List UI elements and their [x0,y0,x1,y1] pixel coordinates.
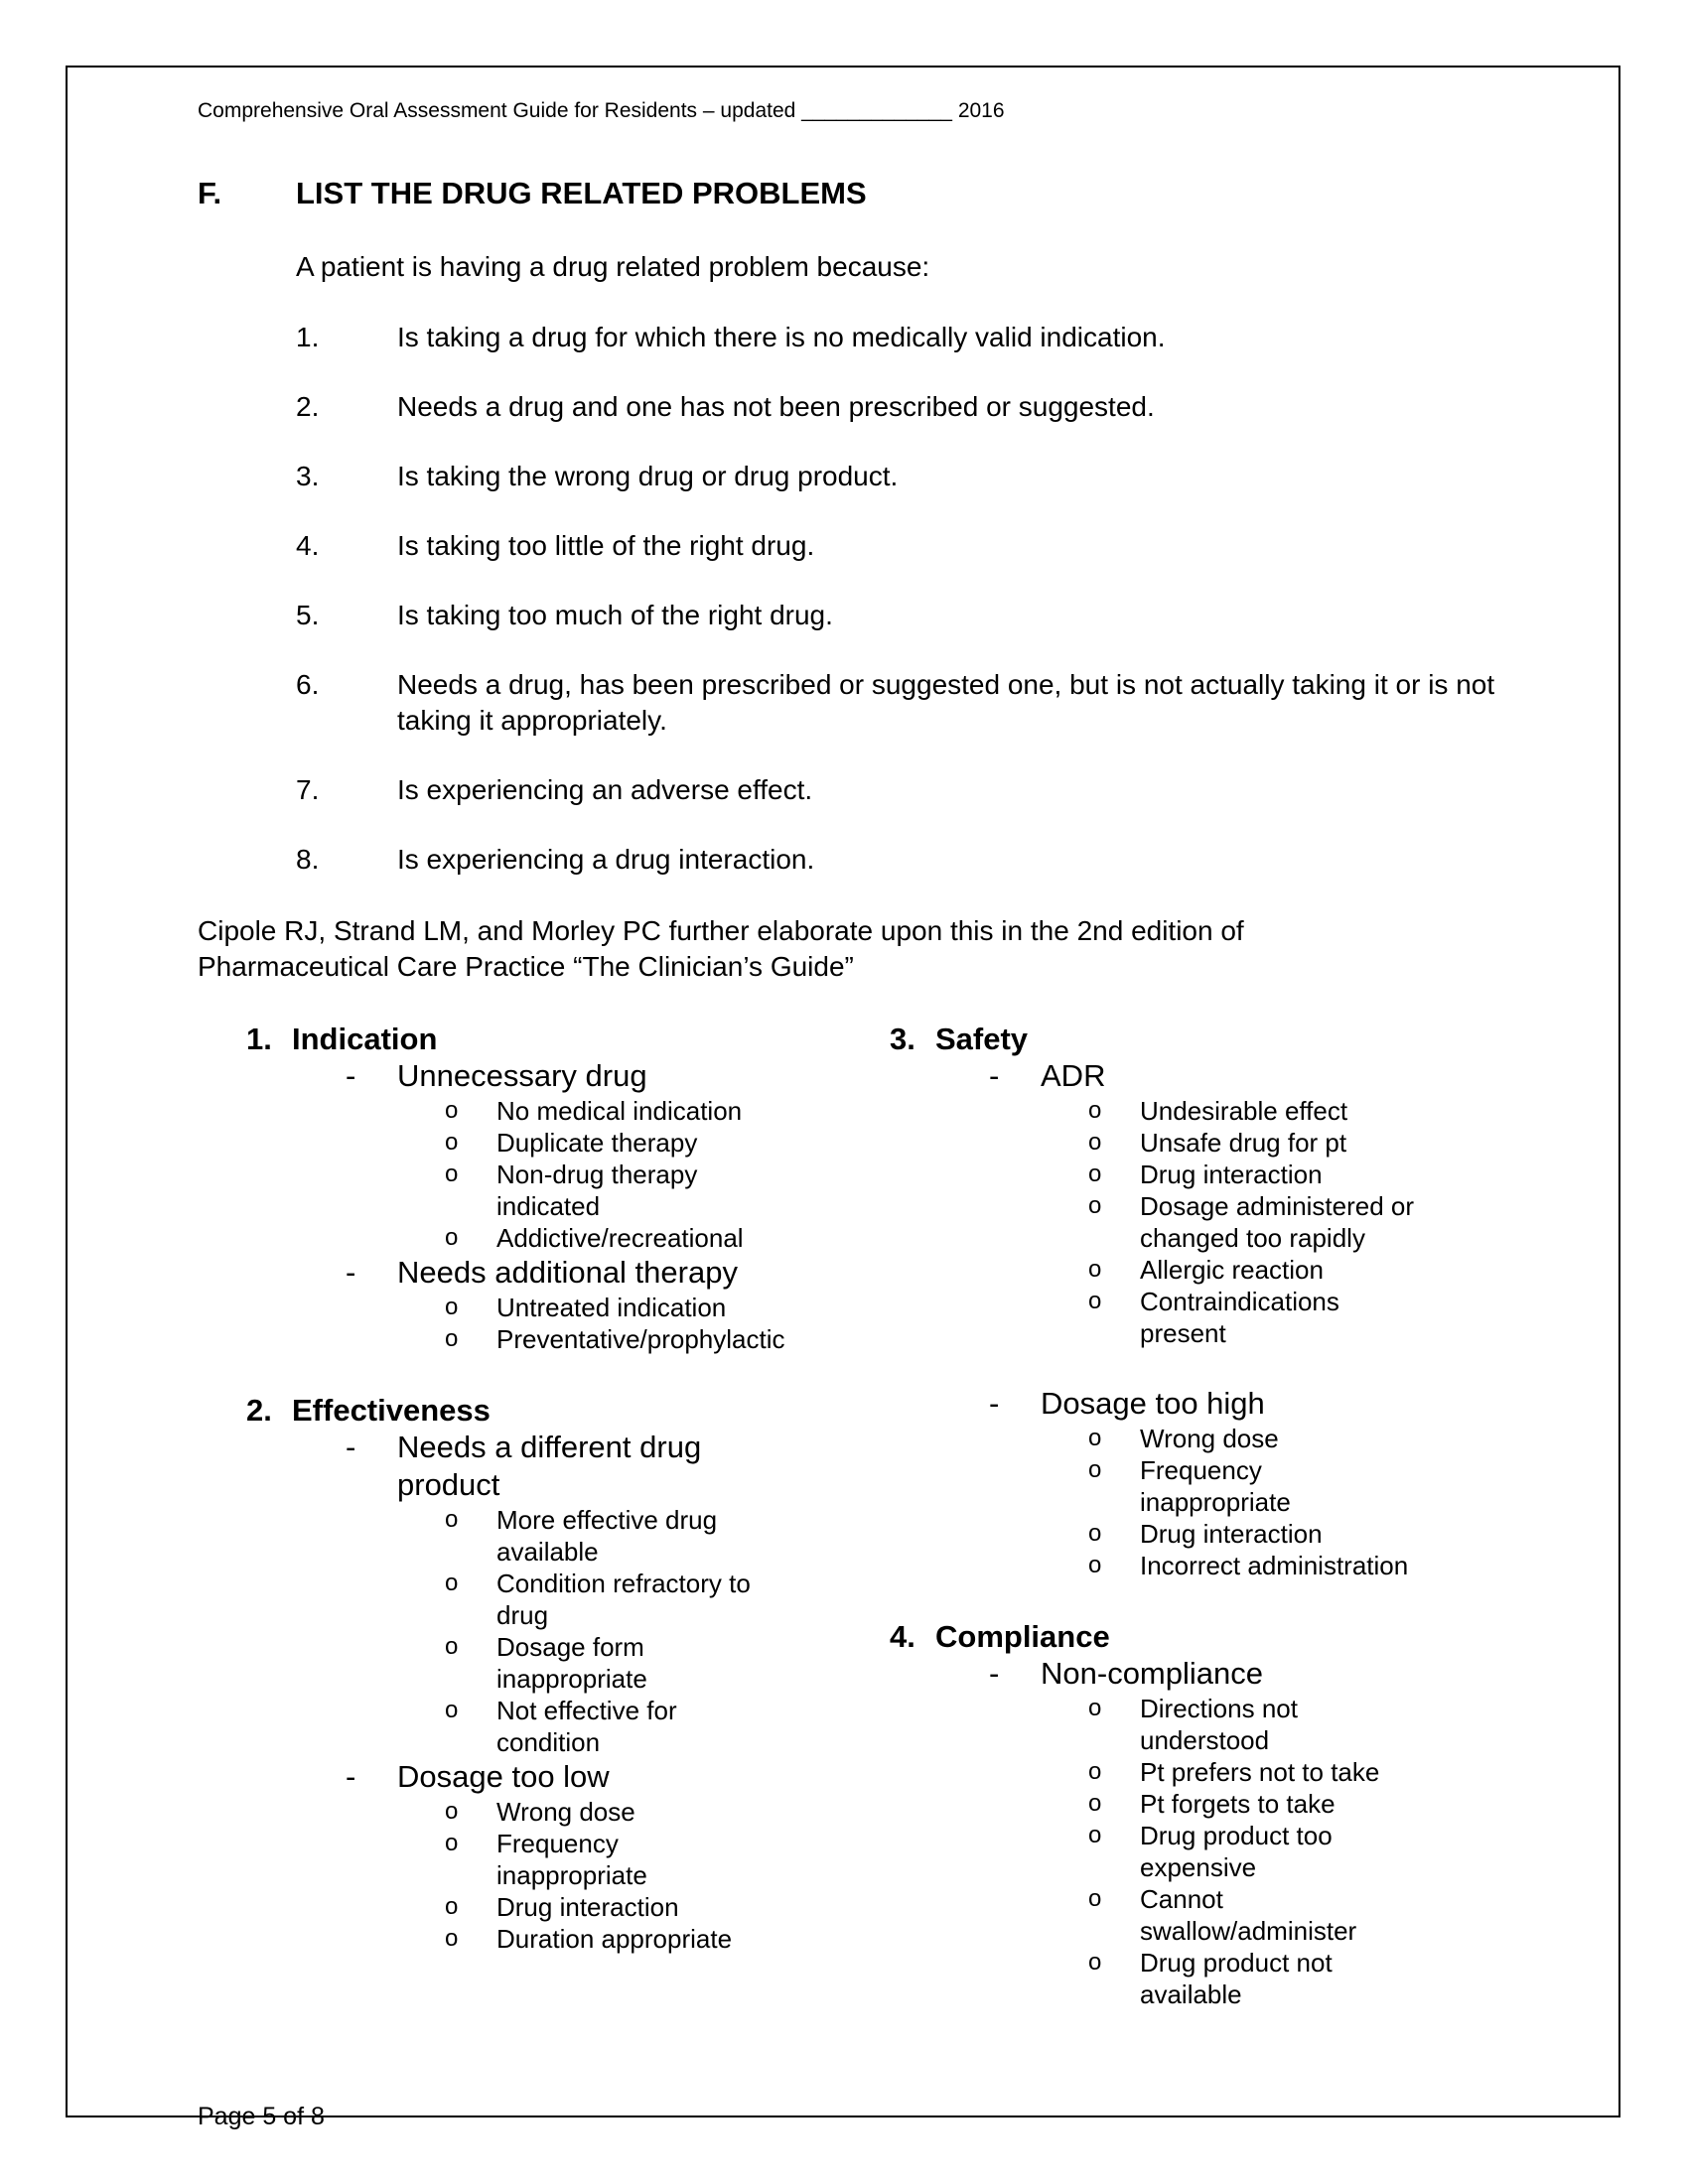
list-item [246,1695,774,1758]
item-text: Frequency inappropriate [496,1829,647,1890]
item-text: Incorrect administration [1140,1551,1409,1580]
item-text: Cannot swallow/administer [1140,1884,1357,1946]
list-item [890,1423,1418,1454]
bullet-marker: o [445,1570,459,1596]
item-text: Not effective for condition [496,1696,677,1757]
problem-text: Is taking too little of the right drug. [397,530,815,561]
category-title: Compliance [935,1619,1110,1654]
dash-marker: - [989,1058,1000,1093]
subcategory [890,1655,1497,1693]
category-heading [890,1619,1485,1655]
problem-text: Is taking the wrong drug or drug product. [397,461,899,491]
item-text: Drug interaction [1140,1160,1323,1189]
item-text: Pt forgets to take [1140,1789,1336,1819]
page-footer: Page 5 of 8 [198,2103,325,2130]
category-title: Indication [292,1022,438,1056]
problem-text: Is experiencing an adverse effect. [397,774,813,805]
list-item [890,1127,1418,1159]
bullet-marker: o [445,1633,459,1660]
problem-number: 5. [296,600,320,630]
item-text: Frequency inappropriate [1140,1455,1291,1517]
subcategory-label: Non-compliance [1041,1656,1263,1691]
bullet-marker: o [445,1129,459,1156]
list-item [246,1127,774,1159]
problem-item [296,320,1507,355]
bullet-marker: o [445,1830,459,1856]
problem-item [296,598,1507,633]
subcategory [246,1429,735,1504]
list-item [890,1693,1418,1756]
bullet-marker: o [1088,1520,1102,1547]
bullet-marker: o [1088,1129,1102,1156]
item-text: Drug product too expensive [1140,1821,1333,1882]
item-text: Addictive/recreational [496,1223,744,1253]
list-item [246,1631,774,1695]
page-header: Comprehensive Oral Assessment Guide for Residents – updated _____________ 2016 [198,99,1005,122]
list-item [890,1883,1418,1947]
subcategory-label: Unnecessary drug [397,1058,647,1093]
list-item [890,1756,1418,1788]
subcategory-label: Needs additional therapy [397,1255,738,1290]
list-item [246,1159,774,1222]
item-text: Contraindications present [1140,1287,1339,1348]
list-item [246,1222,774,1254]
bullet-marker: o [445,1893,459,1920]
section-letter: F. [198,176,222,210]
item-text: Drug interaction [496,1892,679,1922]
item-text: Drug interaction [1140,1519,1323,1549]
bullet-marker: o [1088,1758,1102,1785]
item-text: Preventative/prophylactic [496,1324,785,1354]
bullet-marker: o [1088,1425,1102,1451]
bullet-marker: o [1088,1288,1102,1314]
problem-number: 6. [296,669,320,700]
bullet-marker: o [445,1798,459,1825]
bullet-marker: o [445,1097,459,1124]
dash-marker: - [346,1430,356,1464]
list-item [246,1568,774,1631]
item-text: Drug product not available [1140,1948,1333,2009]
category-number: 4. [890,1619,915,1654]
problem-item [296,459,1507,494]
list-item [890,1820,1418,1883]
section-title: LIST THE DRUG RELATED PROBLEMS [296,176,867,210]
subcategory [246,1758,854,1796]
list-item [890,1454,1418,1518]
list-item [890,1095,1418,1127]
item-text: Dosage form inappropriate [496,1632,647,1694]
list-item [890,1190,1418,1254]
subcategory-label: Dosage too high [1041,1386,1265,1421]
dash-marker: - [989,1656,1000,1691]
item-list [246,1504,842,1758]
item-list [890,1423,1485,1581]
bullet-marker: o [445,1506,459,1533]
dash-marker: - [346,1759,356,1794]
item-list [246,1095,842,1254]
list-item [246,1323,785,1355]
bullet-marker: o [1088,1192,1102,1219]
bullet-marker: o [445,1160,459,1187]
bullet-marker: o [445,1925,459,1952]
category-title: Effectiveness [292,1393,491,1428]
item-text: Wrong dose [496,1797,635,1827]
item-text: Undesirable effect [1140,1096,1348,1126]
item-list [890,1095,1485,1349]
bullet-marker: o [445,1325,459,1352]
item-text: Directions not understood [1140,1694,1298,1755]
item-text: Duration appropriate [496,1924,733,1954]
item-list [890,1693,1485,2010]
list-item [890,1947,1418,2010]
problem-text: Is taking too much of the right drug. [397,600,833,630]
bullet-marker: o [445,1294,459,1320]
item-text: Non-drug therapy indicated [496,1160,698,1221]
subcategory [246,1057,854,1095]
list-item [246,1292,774,1323]
problem-item [296,842,1507,878]
item-text: Dosage administered or changed too rapidly [1140,1191,1415,1253]
list-item [246,1828,774,1891]
category-heading [246,1022,842,1057]
problem-number: 8. [296,844,320,875]
problem-item [296,667,1507,739]
subcategory [246,1254,854,1292]
bullet-marker: o [1088,1695,1102,1721]
bullet-marker: o [1088,1822,1102,1848]
problem-item [296,772,1507,808]
item-text: More effective drug available [496,1505,718,1567]
bullet-marker: o [1088,1456,1102,1483]
item-text: No medical indication [496,1096,743,1126]
problem-number: 3. [296,461,320,491]
problem-number: 2. [296,391,320,422]
problem-number: 4. [296,530,320,561]
item-text: Duplicate therapy [496,1128,698,1158]
list-item [890,1286,1418,1349]
bullet-marker: o [1088,1949,1102,1976]
subcategory [890,1057,1497,1095]
list-item [890,1518,1418,1550]
category-heading [890,1022,1485,1057]
item-text: Allergic reaction [1140,1255,1324,1285]
subcategory [890,1385,1497,1423]
bullet-marker: o [1088,1160,1102,1187]
list-item [246,1796,774,1828]
list-item [246,1891,774,1923]
item-text: Pt prefers not to take [1140,1757,1380,1787]
subcategory-label: ADR [1041,1058,1106,1093]
list-item [246,1504,774,1568]
category-number: 1. [246,1022,272,1056]
intro-text: A patient is having a drug related problem because: [296,251,930,282]
problem-text: Is taking a drug for which there is no medically valid indication. [397,322,1166,352]
problem-item [296,389,1507,425]
bullet-marker: o [1088,1552,1102,1578]
left-column [246,1022,842,1955]
list-item [890,1550,1418,1581]
subcategory-label: Needs a different drug product [397,1430,702,1502]
right-column [890,1022,1485,2010]
list-item [890,1254,1418,1286]
problem-number: 1. [296,322,320,352]
bullet-marker: o [445,1224,459,1251]
category-number: 3. [890,1022,915,1056]
bullet-marker: o [1088,1256,1102,1283]
bullet-marker: o [1088,1097,1102,1124]
problem-item [296,528,1507,564]
dash-marker: - [346,1255,356,1290]
bullet-marker: o [445,1697,459,1723]
category-number: 2. [246,1393,272,1428]
problem-list [296,320,1507,911]
citation-text: Cipole RJ, Strand LM, and Morley PC further elaborate upon this in the 2nd edition of Pharmaceutical Care Practice “The Clinician’s Guide” [198,915,1244,982]
problem-number: 7. [296,774,320,805]
list-item [246,1923,774,1955]
bullet-marker: o [1088,1790,1102,1817]
item-text: Condition refractory to drug [496,1569,751,1630]
dash-marker: - [346,1058,356,1093]
dash-marker: - [989,1386,1000,1421]
item-text: Wrong dose [1140,1424,1279,1453]
subcategory-label: Dosage too low [397,1759,610,1794]
list-item [890,1788,1418,1820]
list-item [246,1095,774,1127]
bullet-marker: o [1088,1885,1102,1912]
problem-text: Needs a drug and one has not been prescribed or suggested. [397,391,1155,422]
item-text: Unsafe drug for pt [1140,1128,1347,1158]
category-heading [246,1393,842,1429]
problem-text: Needs a drug, has been prescribed or suggested one, but is not actually taking it or is not taking it appropriately. [397,669,1495,736]
category-title: Safety [935,1022,1029,1056]
item-list [246,1796,842,1955]
item-list [246,1292,842,1355]
problem-text: Is experiencing a drug interaction. [397,844,815,875]
item-text: Untreated indication [496,1293,727,1322]
list-item [890,1159,1418,1190]
